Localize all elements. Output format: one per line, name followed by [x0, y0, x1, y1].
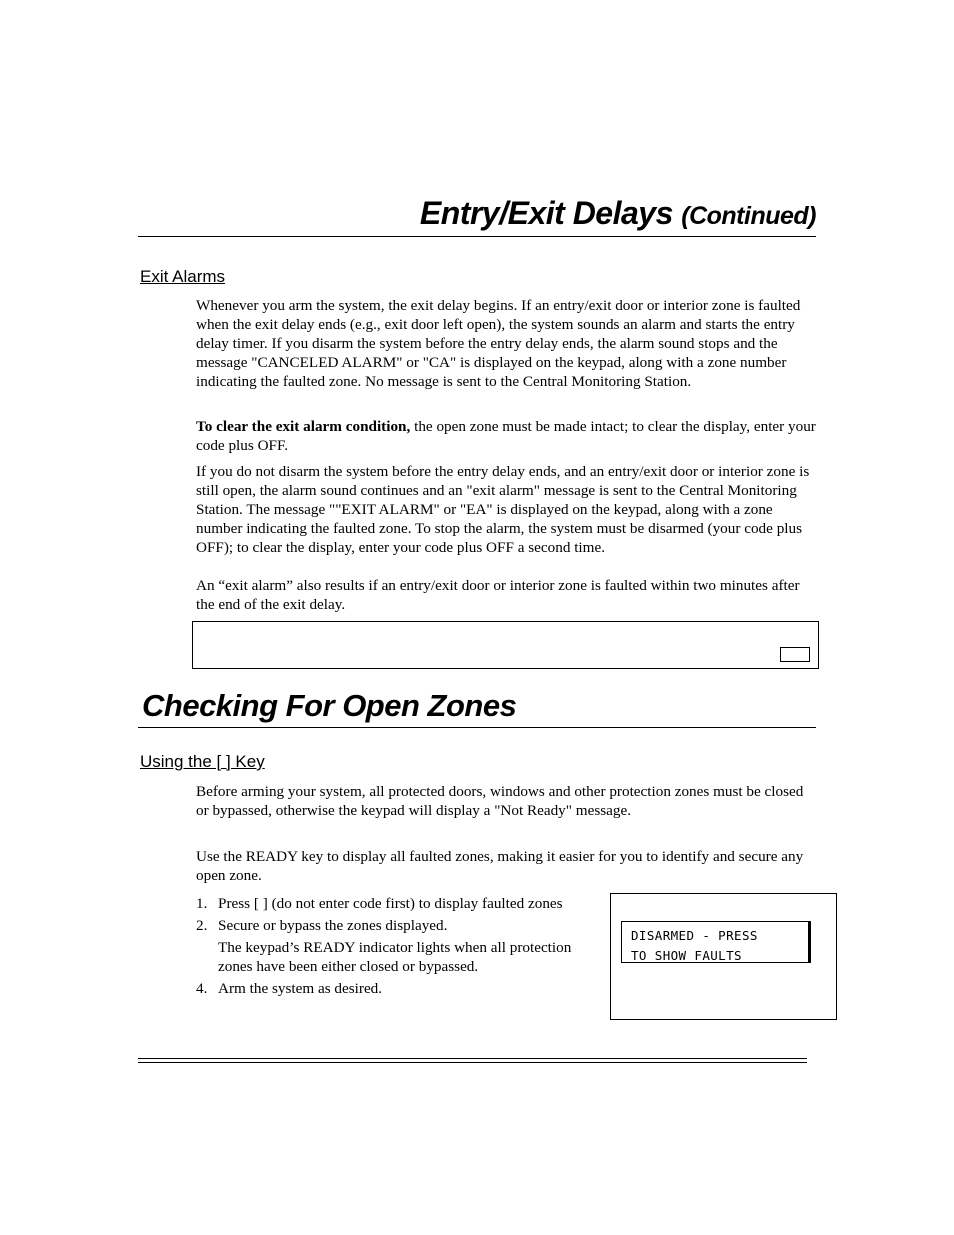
step-item [196, 894, 606, 913]
exit-alarms-paragraph-4: An “exit alarm” also results if an entry/exit door or interior zone is faulted within two minutes after the end of the exit delay. [196, 577, 800, 613]
note-box-marker [780, 647, 810, 662]
open-zones-paragraph-2: Use the READY key to display all faulted zones, making it easier for you to identify and secure any open zone. [196, 848, 804, 884]
page-title-suffix: (Continued) [681, 202, 816, 230]
lcd-line-1: DISARMED - PRESS [631, 928, 758, 943]
title-rule [138, 236, 816, 237]
clear-condition-text: the open zone must be made intact; to clear the display, enter your code plus OFF. [196, 418, 816, 454]
page-title [138, 188, 816, 241]
lcd-line-2: TO SHOW FAULTS [631, 948, 742, 963]
section-title: Checking For Open Zones [142, 688, 517, 723]
exit-alarms-paragraph-1: Whenever you arm the system, the exit delay begins. If an entry/exit door or interior zone is faulted when the exit delay ends (e.g., exit door left open), the system sounds an alarm and starts the entry delay timer. If you disarm the system before the entry delay ends, the alarm sound stops and the message "CANCELED ALARM" or "CA" is displayed on the keypad, along with a zone number indicating the faulted zone. No message is sent to the Central Monitoring Station. [196, 297, 801, 390]
ready-key-heading: Using the [ ] Key [140, 752, 265, 771]
keypad-lcd [621, 921, 811, 963]
exit-alarms-heading: Exit Alarms [140, 267, 226, 286]
step-item [196, 979, 606, 998]
step-note: The keypad’s READY indicator lights when all protection zones have been either closed or bypassed. [218, 939, 572, 975]
footer-rule [138, 1058, 807, 1063]
note-box [192, 621, 819, 669]
steps-list [196, 894, 606, 1001]
exit-alarms-paragraph-2 [196, 417, 816, 455]
step-item [196, 916, 606, 935]
exit-alarms-paragraph-3: If you do not disarm the system before the entry delay ends, and an entry/exit door or interior zone is still open, the alarm sound continues and an "exit alarm" message is sent to the Central Monitoring Station. The message ""EXIT ALARM" or "EA" is displayed on the keypad, along with a zone number indicating the faulted zone. To stop the alarm, the system must be disarmed (your code plus OFF); to clear the display, enter your code plus OFF a second time. [196, 463, 810, 556]
page-title-main: Entry/Exit Delays [419, 195, 673, 231]
step-number: 1. [196, 895, 208, 912]
clear-condition-bold: To clear the exit alarm condition, [196, 418, 411, 435]
step-number: 4. [196, 980, 208, 997]
step-text: Press [ ] (do not enter code first) to display faulted zones [218, 895, 563, 912]
step-text: Secure or bypass the zones displayed. [218, 917, 448, 934]
open-zones-paragraph-1: Before arming your system, all protected doors, windows and other protection zones must be closed or bypassed, otherwise the keypad will display a "Not Ready" message. [196, 783, 804, 819]
keypad-display-figure [610, 893, 837, 1020]
step-text: Arm the system as desired. [218, 980, 383, 997]
section-title-rule [138, 727, 816, 728]
step-number: 2. [196, 917, 208, 934]
